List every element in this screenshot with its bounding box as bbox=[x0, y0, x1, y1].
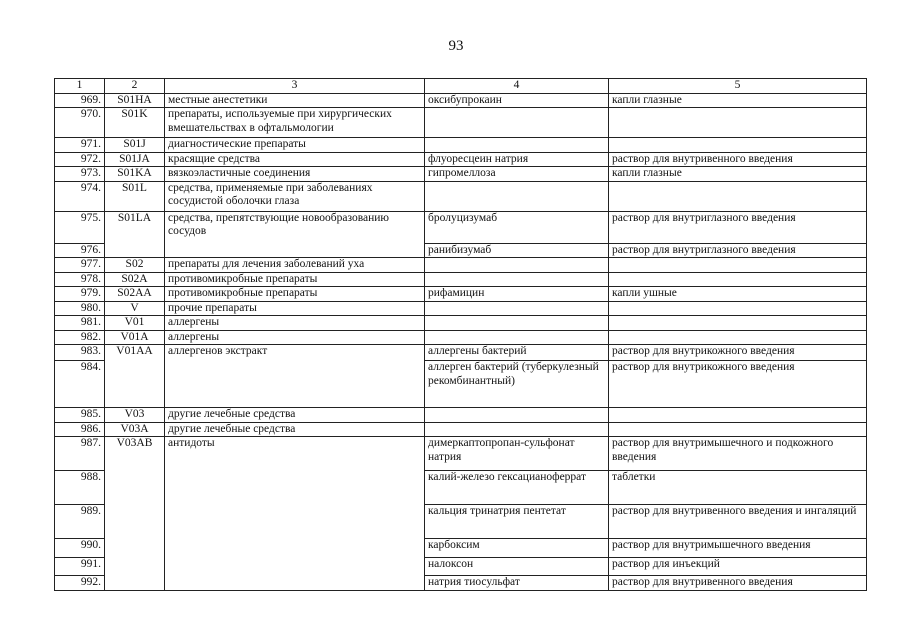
dosage-form bbox=[609, 272, 867, 287]
pharmacological-group: средства, препятствующие новообразованию сосудов bbox=[165, 211, 425, 258]
atc-code: V01A bbox=[105, 330, 165, 345]
table-row bbox=[55, 422, 867, 437]
dosage-form: раствор для внутривенного введения и ингаляций bbox=[609, 505, 867, 539]
row-number: 973. bbox=[55, 167, 105, 182]
pharmacological-group: другие лечебные средства bbox=[165, 422, 425, 437]
row-number: 979. bbox=[55, 287, 105, 302]
table-row bbox=[55, 408, 867, 423]
pharmacological-group: препараты для лечения заболеваний уха bbox=[165, 258, 425, 273]
drug-name: оксибупрокаин bbox=[425, 93, 609, 108]
pharmacological-group: красящие средства bbox=[165, 152, 425, 167]
table-row bbox=[55, 152, 867, 167]
atc-code: S01LA bbox=[105, 211, 165, 258]
drug-name bbox=[425, 258, 609, 273]
table-row bbox=[55, 93, 867, 108]
row-number: 980. bbox=[55, 301, 105, 316]
dosage-form: таблетки bbox=[609, 471, 867, 505]
table-row bbox=[55, 316, 867, 331]
atc-code: S02A bbox=[105, 272, 165, 287]
dosage-form bbox=[609, 301, 867, 316]
row-number: 985. bbox=[55, 408, 105, 423]
drug-name: карбоксим bbox=[425, 539, 609, 558]
row-number: 990. bbox=[55, 539, 105, 558]
row-number: 991. bbox=[55, 558, 105, 576]
row-number: 978. bbox=[55, 272, 105, 287]
row-number: 975. bbox=[55, 211, 105, 243]
drug-name bbox=[425, 301, 609, 316]
header-col-1: 1 bbox=[55, 79, 105, 94]
dosage-form: раствор для внутривенного введения bbox=[609, 576, 867, 591]
dosage-form bbox=[609, 330, 867, 345]
drug-name: димеркаптопропан-сульфонат натрия bbox=[425, 437, 609, 471]
pharmacological-group: аллергенов экстракт bbox=[165, 345, 425, 408]
dosage-form: капли глазные bbox=[609, 93, 867, 108]
dosage-form bbox=[609, 181, 867, 211]
table-row bbox=[55, 138, 867, 153]
row-number: 986. bbox=[55, 422, 105, 437]
table-row bbox=[55, 287, 867, 302]
header-col-3: 3 bbox=[165, 79, 425, 94]
row-number: 983. bbox=[55, 345, 105, 361]
dosage-form: раствор для внутрикожного введения bbox=[609, 361, 867, 408]
row-number: 987. bbox=[55, 437, 105, 471]
atc-code: S01JA bbox=[105, 152, 165, 167]
pharmacological-group: прочие препараты bbox=[165, 301, 425, 316]
table-row bbox=[55, 181, 867, 211]
drug-name bbox=[425, 422, 609, 437]
pharmacological-group: вязкоэластичные соединения bbox=[165, 167, 425, 182]
dosage-form bbox=[609, 108, 867, 138]
dosage-form bbox=[609, 408, 867, 423]
dosage-form bbox=[609, 138, 867, 153]
drug-name: бролуцизумаб bbox=[425, 211, 609, 243]
pharmacological-group: местные анестетики bbox=[165, 93, 425, 108]
atc-code: V01 bbox=[105, 316, 165, 331]
atc-code: S01HA bbox=[105, 93, 165, 108]
drug-name bbox=[425, 108, 609, 138]
atc-code: S01K bbox=[105, 108, 165, 138]
row-number: 972. bbox=[55, 152, 105, 167]
page-number: 93 bbox=[448, 38, 464, 54]
drug-name: кальция тринатрия пентетат bbox=[425, 505, 609, 539]
table-row bbox=[55, 272, 867, 287]
table-row bbox=[55, 301, 867, 316]
row-number: 992. bbox=[55, 576, 105, 591]
dosage-form: раствор для внутривенного введения bbox=[609, 152, 867, 167]
pharmacological-group: другие лечебные средства bbox=[165, 408, 425, 423]
dosage-form: раствор для внутрикожного введения bbox=[609, 345, 867, 361]
drug-name bbox=[425, 330, 609, 345]
drug-name bbox=[425, 138, 609, 153]
dosage-form: капли ушные bbox=[609, 287, 867, 302]
header-col-2: 2 bbox=[105, 79, 165, 94]
atc-code: V01AA bbox=[105, 345, 165, 408]
pharmacological-group: средства, применяемые при заболеваниях сосудистой оболочки глаза bbox=[165, 181, 425, 211]
atc-code: S01KA bbox=[105, 167, 165, 182]
drug-name bbox=[425, 408, 609, 423]
drug-name bbox=[425, 316, 609, 331]
pharmacological-group: антидоты bbox=[165, 437, 425, 591]
header-col-5: 5 bbox=[609, 79, 867, 94]
drug-name: калий-железо гексацианоферрат bbox=[425, 471, 609, 505]
pharmacological-group: аллергены bbox=[165, 316, 425, 331]
drug-name: гипромеллоза bbox=[425, 167, 609, 182]
header-row bbox=[55, 79, 867, 94]
drug-name: налоксон bbox=[425, 558, 609, 576]
table-row bbox=[55, 437, 867, 471]
atc-code: S02AA bbox=[105, 287, 165, 302]
pharmacological-group: аллергены bbox=[165, 330, 425, 345]
row-number: 989. bbox=[55, 505, 105, 539]
dosage-form: раствор для внутриглазного введения bbox=[609, 243, 867, 258]
drug-name: ранибизумаб bbox=[425, 243, 609, 258]
row-number: 970. bbox=[55, 108, 105, 138]
row-number: 981. bbox=[55, 316, 105, 331]
row-number: 974. bbox=[55, 181, 105, 211]
drug-name: флуоресцеин натрия bbox=[425, 152, 609, 167]
table-row bbox=[55, 211, 867, 243]
dosage-form bbox=[609, 422, 867, 437]
row-number: 988. bbox=[55, 471, 105, 505]
atc-code: V bbox=[105, 301, 165, 316]
pharmacological-group: противомикробные препараты bbox=[165, 287, 425, 302]
atc-code: S01J bbox=[105, 138, 165, 153]
pharmacological-group: препараты, используемые при хирургических вмешательствах в офтальмологии bbox=[165, 108, 425, 138]
dosage-form: капли глазные bbox=[609, 167, 867, 182]
dosage-form: раствор для внутриглазного введения bbox=[609, 211, 867, 243]
table-row bbox=[55, 108, 867, 138]
dosage-form bbox=[609, 258, 867, 273]
table-row bbox=[55, 330, 867, 345]
drug-name bbox=[425, 272, 609, 287]
table-row bbox=[55, 258, 867, 273]
header-col-4: 4 bbox=[425, 79, 609, 94]
medicines-table bbox=[54, 78, 867, 591]
drug-name: аллерген бактерий (туберкулезный рекомбинантный) bbox=[425, 361, 609, 408]
dosage-form: раствор для инъекций bbox=[609, 558, 867, 576]
dosage-form: раствор для внутримышечного и подкожного введения bbox=[609, 437, 867, 471]
dosage-form: раствор для внутримышечного введения bbox=[609, 539, 867, 558]
dosage-form bbox=[609, 316, 867, 331]
pharmacological-group: диагностические препараты bbox=[165, 138, 425, 153]
row-number: 976. bbox=[55, 243, 105, 258]
row-number: 982. bbox=[55, 330, 105, 345]
atc-code: S02 bbox=[105, 258, 165, 273]
table-row bbox=[55, 345, 867, 361]
atc-code: V03A bbox=[105, 422, 165, 437]
atc-code: V03AB bbox=[105, 437, 165, 591]
drug-name: рифамицин bbox=[425, 287, 609, 302]
atc-code: V03 bbox=[105, 408, 165, 423]
drug-name bbox=[425, 181, 609, 211]
pharmacological-group: противомикробные препараты bbox=[165, 272, 425, 287]
atc-code: S01L bbox=[105, 181, 165, 211]
drug-name: натрия тиосульфат bbox=[425, 576, 609, 591]
row-number: 971. bbox=[55, 138, 105, 153]
row-number: 984. bbox=[55, 361, 105, 408]
table-row bbox=[55, 167, 867, 182]
row-number: 977. bbox=[55, 258, 105, 273]
row-number: 969. bbox=[55, 93, 105, 108]
drug-name: аллергены бактерий bbox=[425, 345, 609, 361]
